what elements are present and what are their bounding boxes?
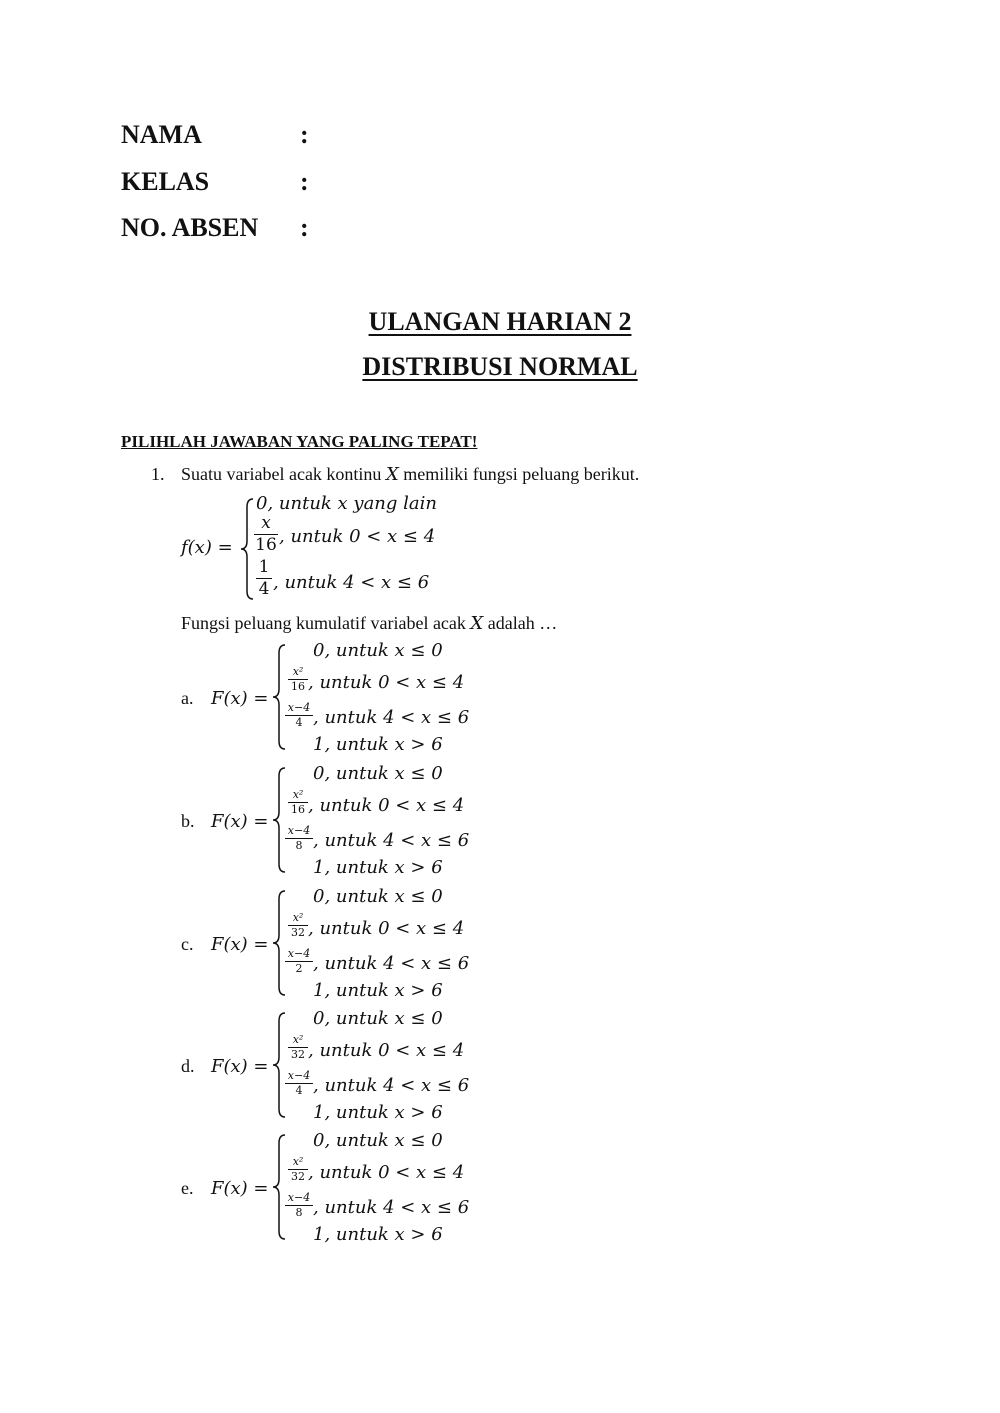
pdf-fraction-1: x 16 bbox=[255, 513, 277, 555]
option-case-1: 0, untuk x ≤ 0 bbox=[313, 1008, 443, 1029]
option-fraction-2: x−4 2 bbox=[285, 948, 313, 975]
option-letter: b. bbox=[181, 811, 195, 831]
kelas-colon: : bbox=[300, 167, 309, 196]
option-letter: d. bbox=[181, 1056, 195, 1076]
option-fraction-1: x² 16 bbox=[288, 789, 308, 816]
option-fraction-2: x−4 4 bbox=[285, 1070, 313, 1097]
option-lhs: F(x) = bbox=[211, 1056, 269, 1077]
option-lhs: F(x) = bbox=[211, 1178, 269, 1199]
option-letter: c. bbox=[181, 934, 194, 954]
option-fraction-1: x² 32 bbox=[288, 912, 308, 939]
pdf-case-3: , untuk 4 < x ≤ 6 bbox=[273, 572, 430, 593]
option-case-3: , untuk 4 < x ≤ 6 bbox=[313, 953, 470, 974]
option-fraction-1: x² 32 bbox=[288, 1156, 308, 1183]
option-case-2: , untuk 0 < x ≤ 4 bbox=[308, 795, 465, 816]
nama-label: NAMA bbox=[121, 120, 202, 149]
question-number: 1. bbox=[151, 464, 165, 484]
option-case-2: , untuk 0 < x ≤ 4 bbox=[308, 918, 465, 939]
option-case-4: 1, untuk x > 6 bbox=[313, 1102, 443, 1123]
pdf-lhs: f(x) = bbox=[181, 537, 233, 558]
option-case-4: 1, untuk x > 6 bbox=[313, 1224, 443, 1245]
option-lhs: F(x) = bbox=[211, 688, 269, 709]
option-brace bbox=[272, 1011, 288, 1119]
option-case-4: 1, untuk x > 6 bbox=[313, 980, 443, 1001]
pdf-case-2: , untuk 0 < x ≤ 4 bbox=[279, 526, 436, 547]
option-case-3: , untuk 4 < x ≤ 6 bbox=[313, 1197, 470, 1218]
pdf-fraction-2: 1 4 bbox=[256, 558, 272, 598]
option-brace bbox=[272, 766, 288, 874]
option-brace bbox=[272, 1133, 288, 1241]
pdf-case-1: 0, untuk x yang lain bbox=[256, 493, 437, 514]
option-case-2: , untuk 0 < x ≤ 4 bbox=[308, 1040, 465, 1061]
variable-x: X bbox=[385, 464, 399, 485]
instruction: PILIHLAH JAWABAN YANG PALING TEPAT! bbox=[121, 432, 478, 451]
option-letter: e. bbox=[181, 1178, 194, 1198]
question-ask: Fungsi peluang kumulatif variabel acak X adalah … bbox=[181, 613, 558, 634]
option-brace bbox=[272, 643, 288, 751]
option-fraction-2: x−4 8 bbox=[285, 1192, 313, 1219]
option-letter: a. bbox=[181, 688, 194, 708]
option-case-3: , untuk 4 < x ≤ 6 bbox=[313, 830, 470, 851]
question-text: Suatu variabel acak kontinu X memiliki fungsi peluang berikut. bbox=[181, 464, 640, 485]
nama-colon: : bbox=[300, 120, 309, 149]
option-case-3: , untuk 4 < x ≤ 6 bbox=[313, 707, 470, 728]
option-brace bbox=[272, 889, 288, 997]
option-case-2: , untuk 0 < x ≤ 4 bbox=[308, 1162, 465, 1183]
option-fraction-2: x−4 8 bbox=[285, 825, 313, 852]
option-case-1: 0, untuk x ≤ 0 bbox=[313, 640, 443, 661]
page-subtitle: DISTRIBUSI NORMAL bbox=[362, 352, 638, 381]
page-title: ULANGAN HARIAN 2 bbox=[368, 307, 632, 336]
absen-label: NO. ABSEN bbox=[121, 213, 259, 242]
absen-colon: : bbox=[300, 213, 309, 242]
option-fraction-1: x² 32 bbox=[288, 1034, 308, 1061]
option-case-2: , untuk 0 < x ≤ 4 bbox=[308, 672, 465, 693]
option-lhs: F(x) = bbox=[211, 934, 269, 955]
option-case-4: 1, untuk x > 6 bbox=[313, 857, 443, 878]
kelas-label: KELAS bbox=[121, 167, 210, 196]
option-case-4: 1, untuk x > 6 bbox=[313, 734, 443, 755]
option-case-1: 0, untuk x ≤ 0 bbox=[313, 1130, 443, 1151]
option-case-3: , untuk 4 < x ≤ 6 bbox=[313, 1075, 470, 1096]
option-case-1: 0, untuk x ≤ 0 bbox=[313, 886, 443, 907]
option-fraction-2: x−4 4 bbox=[285, 702, 313, 729]
option-fraction-1: x² 16 bbox=[288, 666, 308, 693]
option-case-1: 0, untuk x ≤ 0 bbox=[313, 763, 443, 784]
option-lhs: F(x) = bbox=[211, 811, 269, 832]
